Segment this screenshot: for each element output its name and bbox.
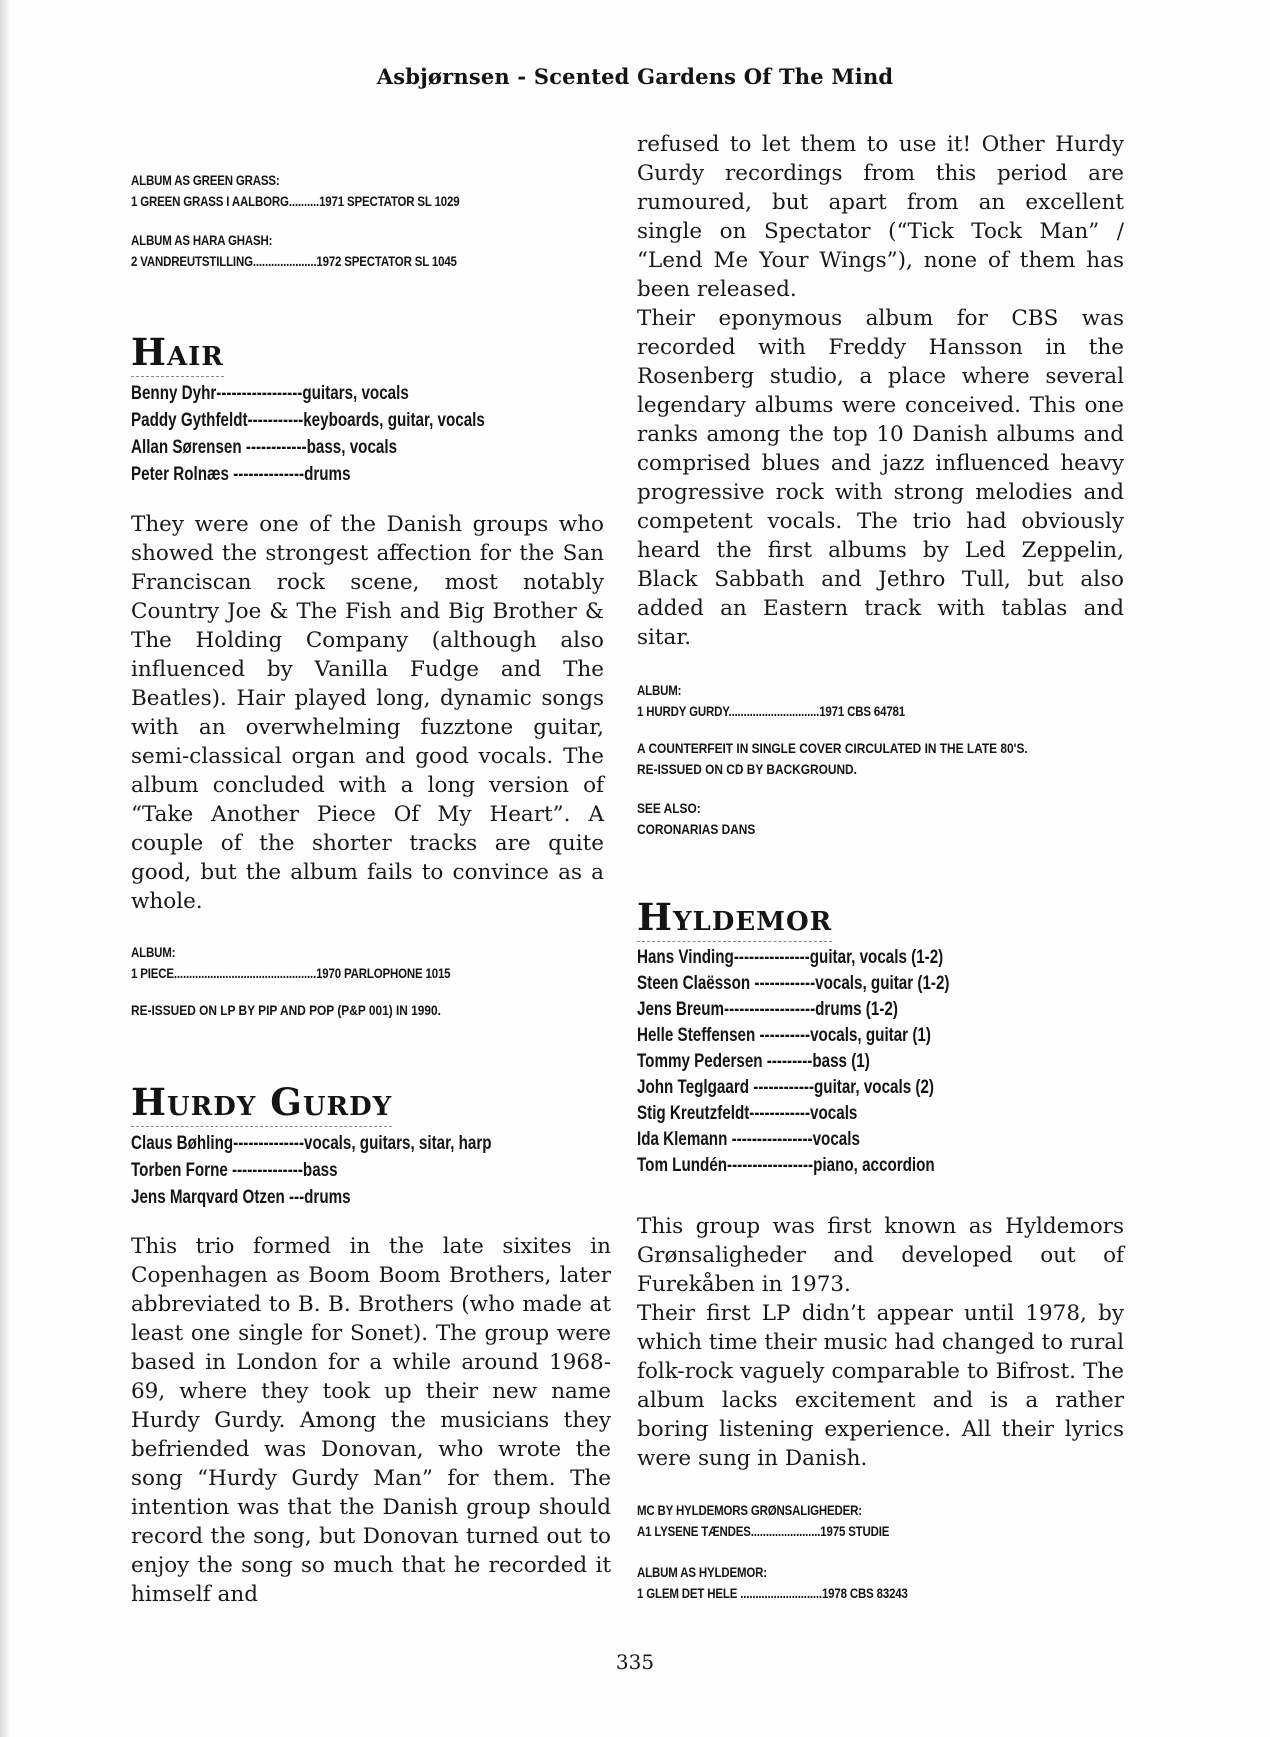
discography-heading: MC BY HYLDEMORS GRØNSALIGHEDER: <box>637 1502 862 1518</box>
hair-reissue-note: RE-ISSUED ON LP BY PIP AND POP (P&P 001) IN 1990. <box>131 1002 441 1018</box>
hurdy-gurdy-continued-text: refused to let them to use it! Other Hurdy Gurdy recordings from this period are rumoured, but apart from an excellent single on Spectator (“Tick Tock Man” / “Lend Me Your Wings”), none of them has been released. <box>637 132 1124 302</box>
member-line: John Teglgaard ------------guitar, vocals (2) <box>637 1077 934 1098</box>
discography-entry: 1 GLEM DET HELE ...........................1978 CBS 83243 <box>637 1585 908 1601</box>
green-grass-discography <box>131 170 459 212</box>
member-line: Torben Forne --------------bass <box>131 1160 338 1181</box>
section-title: Hyldemor <box>637 895 832 942</box>
hurdy-gurdy-album-text: Their eponymous album for CBS was recorded with Freddy Hansson in the Rosenberg studio, a place where several legendary albums were conceived. This one ranks among the top 10 Danish albums and comprised blues and jazz influenced heavy progressive rock with strong melodies and competent vocals. The trio had obviously heard the first albums by Led Zeppelin, Black Sabbath and Jethro Tull, but also added an Eastern track with tablas and sitar. <box>637 306 1124 650</box>
hurdy-gurdy-notes <box>637 738 1028 780</box>
page-number: 335 <box>615 1650 655 1674</box>
member-line: Jens Marqvard Otzen ---drums <box>131 1187 351 1208</box>
hyldemor-mc-discography <box>637 1500 889 1542</box>
hurdy-gurdy-body-text: This trio formed in the late sixites in Copenhagen as Boom Boom Brothers, later abbreviated to B. B. Brothers (who made at least one single for Sonet). The group were based in London for a while around 1968-69, where they took up their new name Hurdy Gurdy. Among the musicians they befriended was Donovan, who wrote the song “Hurdy Gurdy Man” for them. The intention was that the Danish group should record the song, but Donovan turned out to enjoy the song so much that he recorded it himself and <box>131 1234 611 1607</box>
hair-members <box>131 380 485 488</box>
discography-heading: ALBUM AS HARA GHASH: <box>131 232 273 248</box>
hurdy-gurdy-section <box>131 1080 392 1127</box>
member-line: Tom Lundén-----------------piano, accordion <box>637 1155 935 1176</box>
member-line: Stig Kreutzfeldt------------vocals <box>637 1103 858 1124</box>
member-line: Paddy Gythfeldt-----------keyboards, guitar, vocals <box>131 410 485 431</box>
member-line: Benny Dyhr-----------------guitars, vocals <box>131 383 409 404</box>
discography-entry: A1 LYSENE TÆNDES.......................1975 STUDIE <box>637 1523 890 1539</box>
hara-ghash-discography <box>131 230 457 272</box>
hurdy-gurdy-members <box>131 1130 492 1211</box>
section-title: Hurdy Gurdy <box>131 1080 392 1127</box>
section-title: Hair <box>131 330 224 377</box>
member-line: Peter Rolnæs --------------drums <box>131 464 351 485</box>
see-also <box>637 798 755 840</box>
page-edge-shadow <box>0 0 10 1737</box>
member-line: Steen Claësson ------------vocals, guitar (1-2) <box>637 973 950 994</box>
hyldemor-section <box>637 895 832 942</box>
note-line: A COUNTERFEIT IN SINGLE COVER CIRCULATED IN THE LATE 80'S. <box>637 740 1028 756</box>
member-line: Claus Bøhling--------------vocals, guitars, sitar, harp <box>131 1133 492 1154</box>
hair-body-text: They were one of the Danish groups who showed the strongest affection for the San Franciscan rock scene, most notably Country Joe & The Fish and Big Brother & The Holding Company (although also influenced by Vanilla Fudge and The Beatles). Hair played long, dynamic songs with an overwhelming fuzztone guitar, semi-classical organ and good vocals. The album concluded with a long version of “Take Another Piece Of My Heart”. A couple of the shorter tracks are quite good, but the album fails to convince as a whole. <box>131 512 604 914</box>
discography-entry: 2 VANDREUTSTILLING.....................1972 SPECTATOR SL 1045 <box>131 253 457 269</box>
discography-heading: ALBUM AS HYLDEMOR: <box>637 1564 767 1580</box>
page-header: Asbjørnsen - Scented Gardens Of The Mind <box>376 64 894 89</box>
member-line: Allan Sørensen ------------bass, vocals <box>131 437 398 458</box>
discography-heading: ALBUM: <box>131 944 176 960</box>
discography-entry: 1 HURDY GURDY..............................1971 CBS 64781 <box>637 703 905 719</box>
discography-entry: 1 PIECE...............................................1970 PARLOPHONE 1015 <box>131 965 451 981</box>
discography-heading: ALBUM: <box>637 682 682 698</box>
member-line: Jens Breum------------------drums (1-2) <box>637 999 898 1020</box>
note-line: RE-ISSUED ON CD BY BACKGROUND. <box>637 761 857 777</box>
hyldemor-album-text: Their first LP didn’t appear until 1978, by which time their music had changed to rural folk-rock vaguely comparable to Bifrost. The album lacks excitement and is a rather boring listening experience. All their lyrics were sung in Danish. <box>637 1301 1124 1471</box>
member-line: Ida Klemann ----------------vocals <box>637 1129 860 1150</box>
member-line: Hans Vinding---------------guitar, vocals (1-2) <box>637 947 944 968</box>
see-also-entry: CORONARIAS DANS <box>637 821 756 837</box>
hair-discography <box>131 942 450 984</box>
hurdy-gurdy-discography <box>637 680 905 722</box>
hyldemor-body-text: This group was first known as Hyldemors Grønsaligheder and developed out of Furekåben in 1973. <box>637 1214 1124 1297</box>
hyldemor-members <box>637 945 949 1179</box>
hair-section <box>131 330 224 377</box>
discography-heading: ALBUM AS GREEN GRASS: <box>131 172 280 188</box>
member-line: Helle Steffensen ----------vocals, guitar (1) <box>637 1025 931 1046</box>
discography-entry: 1 GREEN GRASS I AALBORG..........1971 SPECTATOR SL 1029 <box>131 193 460 209</box>
see-also-heading: SEE ALSO: <box>637 800 701 816</box>
hyldemor-album-discography <box>637 1562 908 1604</box>
member-line: Tommy Pedersen ---------bass (1) <box>637 1051 870 1072</box>
